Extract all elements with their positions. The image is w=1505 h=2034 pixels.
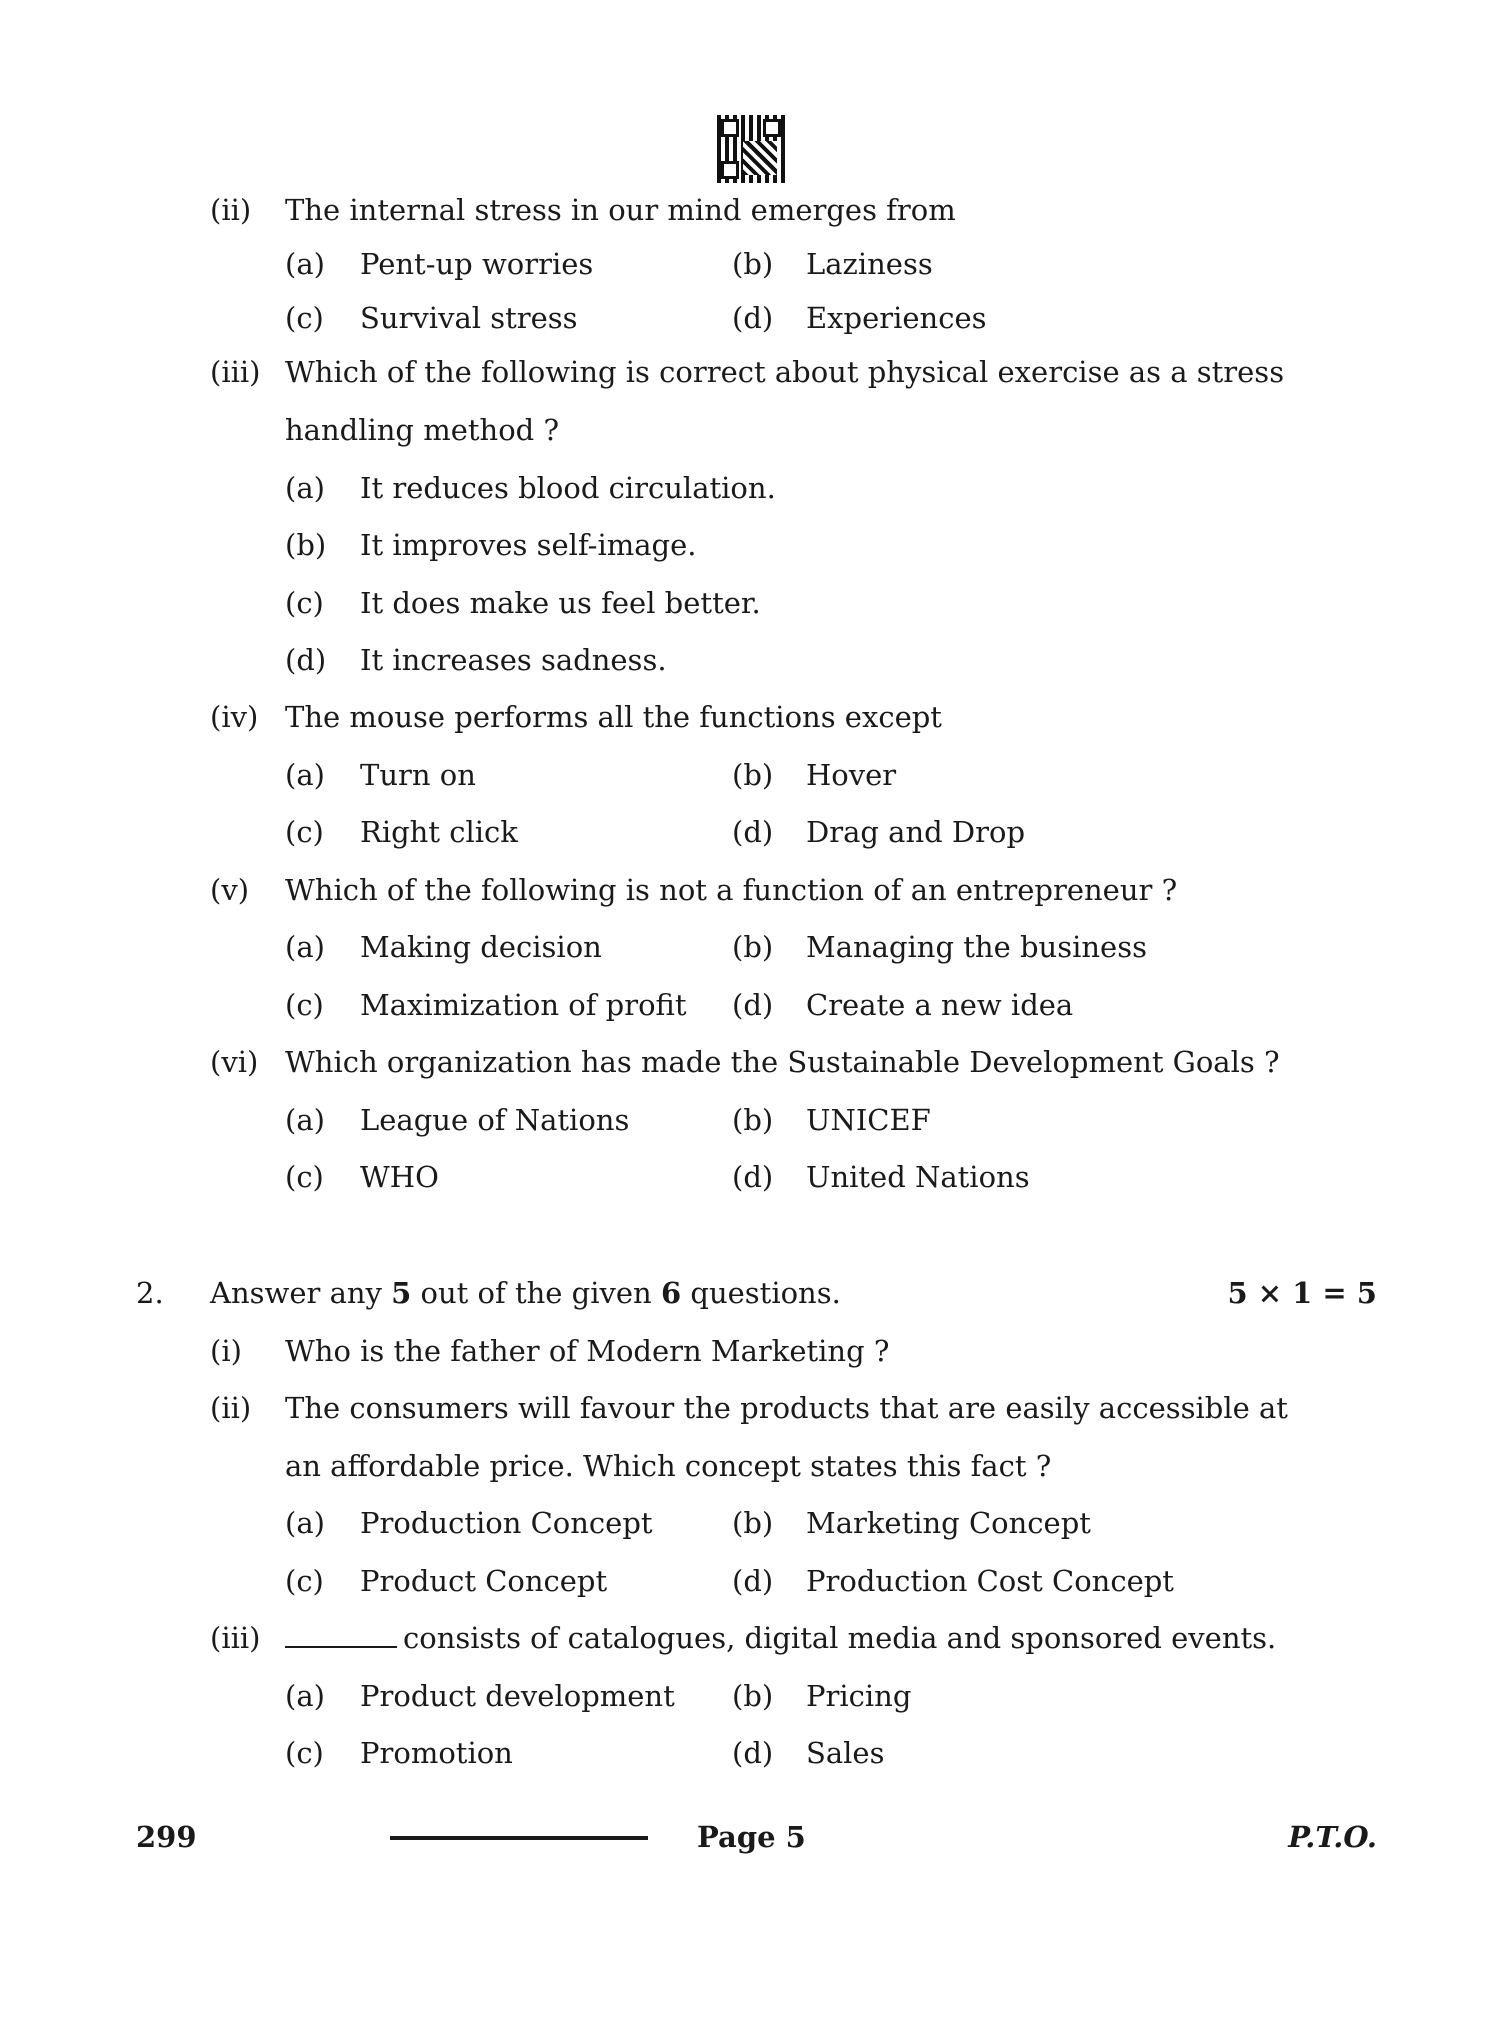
option-label: (c)	[285, 815, 324, 849]
option-label: (a)	[285, 1679, 325, 1713]
question-text: The internal stress in our mind emerges from	[285, 193, 956, 227]
question-text-continued: an affordable price. Which concept states this fact ?	[285, 1449, 1052, 1483]
option-label: (d)	[732, 1564, 774, 1598]
question-number: (vi)	[210, 1045, 259, 1079]
option-text: Product development	[360, 1679, 675, 1713]
option-text: Laziness	[806, 247, 933, 281]
option-text: Sales	[806, 1736, 885, 1770]
option-label: (a)	[285, 247, 325, 281]
option-text: Pent-up worries	[360, 247, 594, 281]
option-text: Production Concept	[360, 1506, 653, 1540]
question-text: Which organization has made the Sustainable Development Goals ?	[285, 1045, 1280, 1079]
option-text: Drag and Drop	[806, 815, 1026, 849]
option-text: United Nations	[806, 1160, 1030, 1194]
paper-code: 299	[136, 1820, 197, 1854]
please-turn-over: P.T.O.	[1288, 1820, 1377, 1854]
option-text: Turn on	[360, 758, 476, 792]
question-number: (ii)	[210, 1391, 252, 1425]
question-number: (iv)	[210, 700, 259, 734]
option-label: (d)	[732, 1736, 774, 1770]
option-text: Marketing Concept	[806, 1506, 1091, 1540]
option-label: (c)	[285, 586, 324, 620]
option-label: (a)	[285, 1103, 325, 1137]
question-number: (v)	[210, 873, 250, 907]
option-label: (a)	[285, 758, 325, 792]
option-text: Hover	[806, 758, 897, 792]
page-number: Page 5	[697, 1820, 806, 1854]
fill-in-blank	[285, 1646, 397, 1648]
option-text: It improves self-image.	[360, 528, 697, 562]
option-text: Survival stress	[360, 301, 578, 335]
option-label: (c)	[285, 988, 324, 1022]
question-instruction: Answer any 5 out of the given 6 questions.	[210, 1276, 841, 1310]
option-text: Pricing	[806, 1679, 912, 1713]
option-text: Experiences	[806, 301, 987, 335]
option-label: (c)	[285, 1736, 324, 1770]
question-number: (i)	[210, 1334, 242, 1368]
question-text: Who is the father of Modern Marketing ?	[285, 1334, 890, 1368]
option-label: (b)	[732, 1103, 774, 1137]
option-label: (d)	[732, 301, 774, 335]
option-label: (d)	[732, 1160, 774, 1194]
marks-allocation: 5 × 1 = 5	[1227, 1276, 1377, 1310]
option-label: (c)	[285, 301, 324, 335]
question-text: The mouse performs all the functions except	[285, 700, 942, 734]
option-label: (c)	[285, 1564, 324, 1598]
question-number: 2.	[136, 1276, 164, 1310]
option-label: (d)	[732, 988, 774, 1022]
option-label: (b)	[285, 528, 327, 562]
option-label: (a)	[285, 471, 325, 505]
question-text-continued: handling method ?	[285, 413, 559, 447]
option-label: (d)	[732, 815, 774, 849]
option-label: (b)	[732, 1679, 774, 1713]
option-text: It does make us feel better.	[360, 586, 761, 620]
option-label: (c)	[285, 1160, 324, 1194]
option-label: (b)	[732, 1506, 774, 1540]
option-label: (d)	[285, 643, 327, 677]
question-text: consists of catalogues, digital media and sponsored events.	[285, 1618, 1276, 1658]
option-text: Production Cost Concept	[806, 1564, 1174, 1598]
question-number: (iii)	[210, 1621, 261, 1655]
option-text: Managing the business	[806, 930, 1147, 964]
option-text: Promotion	[360, 1736, 513, 1770]
option-label: (b)	[732, 247, 774, 281]
question-text: Which of the following is not a function of an entrepreneur ?	[285, 873, 1178, 907]
option-text: Maximization of profit	[360, 988, 687, 1022]
option-text: Right click	[360, 815, 518, 849]
qr-code-icon	[717, 115, 785, 183]
option-text: League of Nations	[360, 1103, 630, 1137]
question-number: (ii)	[210, 193, 252, 227]
option-text: Making decision	[360, 930, 602, 964]
question-number: (iii)	[210, 355, 261, 389]
option-text: WHO	[360, 1160, 439, 1194]
question-text: Which of the following is correct about physical exercise as a stress	[285, 355, 1285, 389]
option-label: (b)	[732, 758, 774, 792]
option-text: Create a new idea	[806, 988, 1074, 1022]
option-text: Product Concept	[360, 1564, 608, 1598]
footer-rule	[390, 1836, 648, 1840]
option-label: (a)	[285, 1506, 325, 1540]
option-label: (b)	[732, 930, 774, 964]
option-text: UNICEF	[806, 1103, 931, 1137]
option-text: It reduces blood circulation.	[360, 471, 776, 505]
question-text: The consumers will favour the products that are easily accessible at	[285, 1391, 1288, 1425]
option-text: It increases sadness.	[360, 643, 667, 677]
option-label: (a)	[285, 930, 325, 964]
